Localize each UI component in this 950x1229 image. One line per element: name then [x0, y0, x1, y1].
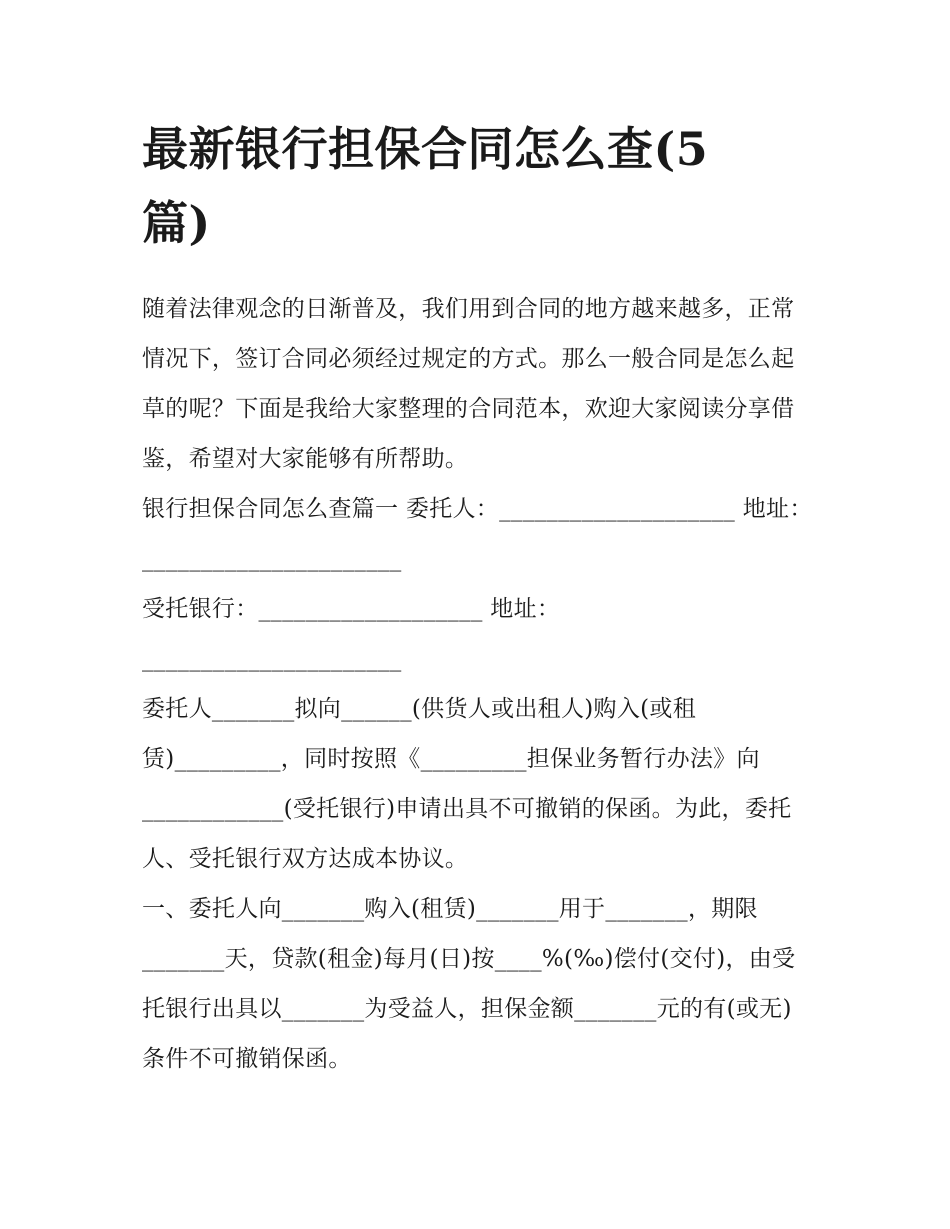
clause-one-paragraph: 一、委托人向_______购入(租赁)_______用于_______，期限_______天，贷款(租金)每月(日)按____%(‰)偿付(交付)，由受托银行出具以_______为受益人，担保金额_______元的有(或无)条件不可撤销保函。	[142, 896, 796, 1072]
agreement-paragraph: 委托人_______拟向______(供货人或出租人)购入(或租赁)_________，同时按照《_________担保业务暂行办法》向____________(受托银行)申请出具不可撤销的保函。为此，委托人、受托银行双方达成本协议。	[142, 696, 792, 872]
principal-line: 银行担保合同怎么查篇一 委托人：____________________ 地址：______________________	[142, 496, 813, 572]
bank-line: 受托银行：___________________ 地址：______________________	[142, 596, 561, 672]
document-title: 最新银行担保合同怎么查(5篇)	[142, 122, 709, 250]
document-page	[142, 112, 814, 1084]
intro-paragraph: 随着法律观念的日渐普及，我们用到合同的地方越来越多，正常情况下，签订合同必须经过规定的方式。那么一般合同是怎么起草的呢？下面是我给大家整理的合同范本，欢迎大家阅读分享借鉴，希望对大家能够有所帮助。	[142, 296, 795, 472]
